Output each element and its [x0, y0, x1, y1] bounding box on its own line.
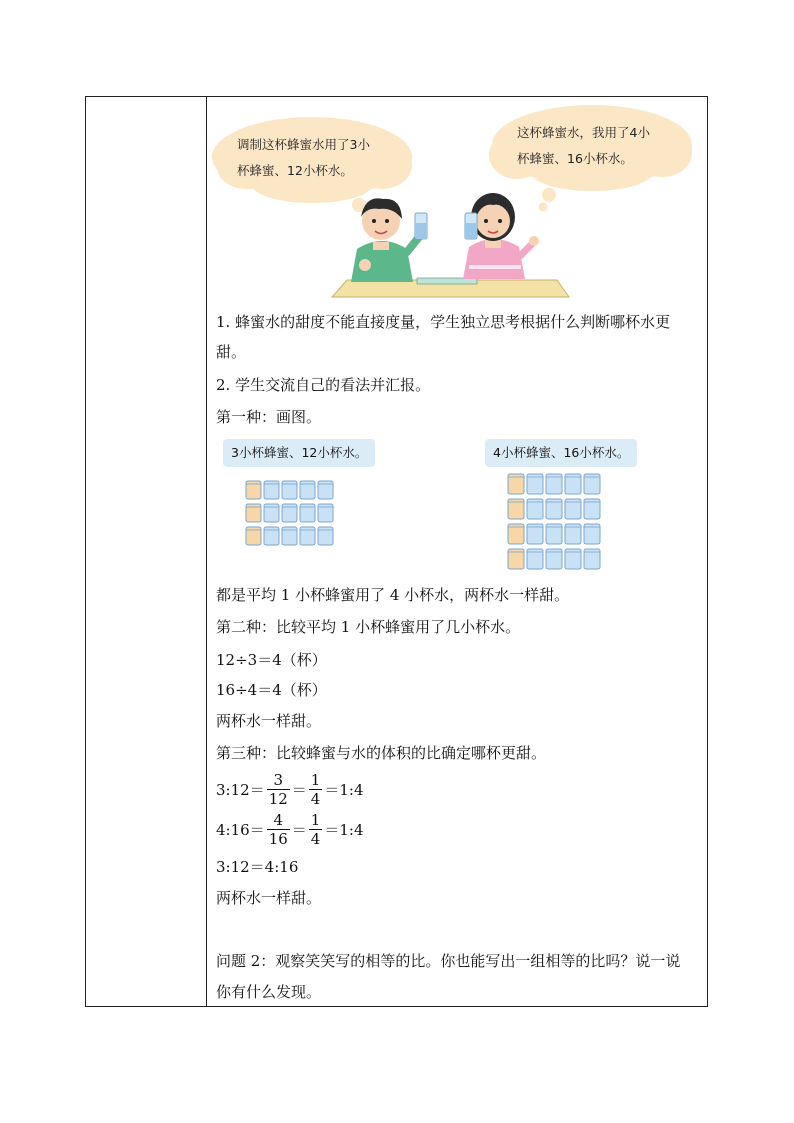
right-cup-grid [507, 473, 607, 573]
ratio2-lhs: 4:16＝ [216, 820, 265, 839]
ratio1-equals: ＝ [291, 780, 307, 799]
girl-figure [463, 193, 539, 279]
left-cup-grid [245, 480, 340, 550]
water-cup [300, 481, 315, 499]
question-2-line2: 你有什么发现。 [216, 983, 322, 1001]
water-cup [565, 524, 581, 544]
calc-line-1: 12÷3＝4（杯） [216, 651, 327, 669]
ratio2-rhs: ＝1:4 [324, 820, 364, 839]
calc-line-2: 16÷4＝4（杯） [216, 681, 327, 699]
water-cup [282, 527, 297, 545]
method-3-conclusion: 两杯水一样甜。 [216, 889, 322, 907]
water-cup [527, 524, 543, 544]
water-cup [565, 474, 581, 494]
honey-cup [508, 524, 524, 544]
water-cup [565, 549, 581, 569]
honey-cup [508, 474, 524, 494]
water-cup [282, 504, 297, 522]
ratio1-fraction-a-denominator: 12 [268, 789, 288, 808]
water-cup [546, 524, 562, 544]
ratio1-fraction-b [309, 771, 323, 808]
ratio2-fraction-a [267, 811, 290, 848]
water-cup [584, 499, 600, 519]
honey-cup [508, 499, 524, 519]
ratio-equation-1 [216, 769, 364, 809]
left-bubble-line2: 杯蜂蜜、12小杯水。 [237, 163, 353, 178]
water-cup [546, 499, 562, 519]
water-cup [527, 499, 543, 519]
point-1-line2: 甜。 [216, 343, 247, 361]
water-cup [527, 474, 543, 494]
ratio1-lhs: 3:12＝ [216, 780, 265, 799]
ratio2-fraction-a-denominator: 16 [268, 829, 288, 848]
method-2-conclusion: 两杯水一样甜。 [216, 712, 322, 730]
point-1-line1: 1. 蜂蜜水的甜度不能直接度量，学生独立思考根据什么判断哪杯水更 [216, 313, 671, 331]
water-cup [584, 549, 600, 569]
honey-cup [508, 549, 524, 569]
honey-cup [246, 504, 261, 522]
left-label-box: 3小杯蜂蜜、12小杯水。 [223, 439, 375, 467]
water-cup [565, 499, 581, 519]
point-2: 2. 学生交流自己的看法并汇报。 [216, 376, 431, 394]
ratio1-fraction-b-denominator: 4 [310, 789, 321, 808]
water-cup [584, 474, 600, 494]
water-cup [264, 527, 279, 545]
ratio1-fraction-a [267, 771, 290, 808]
ratio2-fraction-b [309, 811, 323, 848]
water-cup [546, 474, 562, 494]
right-label-box: 4小杯蜂蜜、16小杯水。 [485, 439, 637, 467]
water-cup [282, 481, 297, 499]
method-3-title: 第三种：比较蜂蜜与水的体积的比确定哪杯更甜。 [216, 744, 547, 762]
ratio2-equals: ＝ [291, 820, 307, 839]
ratio2-fraction-b-denominator: 4 [310, 829, 321, 848]
water-cup [318, 481, 333, 499]
ratio2-fraction-a-numerator: 4 [267, 811, 290, 830]
ratio-equation-2 [216, 809, 364, 849]
ratio1-fraction-b-numerator: 1 [310, 770, 321, 789]
water-cup [300, 527, 315, 545]
ratio2-fraction-b-numerator: 1 [310, 810, 321, 829]
water-cup [264, 504, 279, 522]
method-1-conclusion: 都是平均 1 小杯蜂蜜用了 4 小杯水，两杯水一样甜。 [216, 586, 570, 604]
water-cup [584, 524, 600, 544]
water-cup [318, 504, 333, 522]
left-column [86, 97, 207, 1006]
water-cup [546, 549, 562, 569]
question-2-line1: 问题 2：观察笑笑写的相等的比。你也能写出一组相等的比吗？说一说 [216, 952, 681, 970]
ratio1-rhs: ＝1:4 [324, 780, 364, 799]
right-bubble-line2: 杯蜂蜜、16小杯水。 [517, 151, 633, 166]
water-cup [527, 549, 543, 569]
honey-cup [246, 481, 261, 499]
water-cup [318, 527, 333, 545]
right-bubble-line1: 这杯蜂蜜水，我用了4小 [517, 125, 650, 140]
ratio-equation-3: 3:12＝4:16 [216, 858, 299, 876]
water-cup [264, 481, 279, 499]
right-thought-bubble [489, 105, 692, 212]
water-cup [300, 504, 315, 522]
method-2-title: 第二种：比较平均 1 小杯蜂蜜用了几小杯水。 [216, 618, 521, 636]
right-column [207, 97, 707, 1006]
method-1-title: 第一种：画图。 [216, 408, 322, 426]
left-bubble-line1: 调制这杯蜂蜜水用了3小 [237, 137, 370, 152]
ratio1-fraction-a-numerator: 3 [267, 771, 290, 790]
lesson-table [85, 96, 708, 1007]
honey-cup [246, 527, 261, 545]
honey-water-illustration [207, 97, 707, 302]
